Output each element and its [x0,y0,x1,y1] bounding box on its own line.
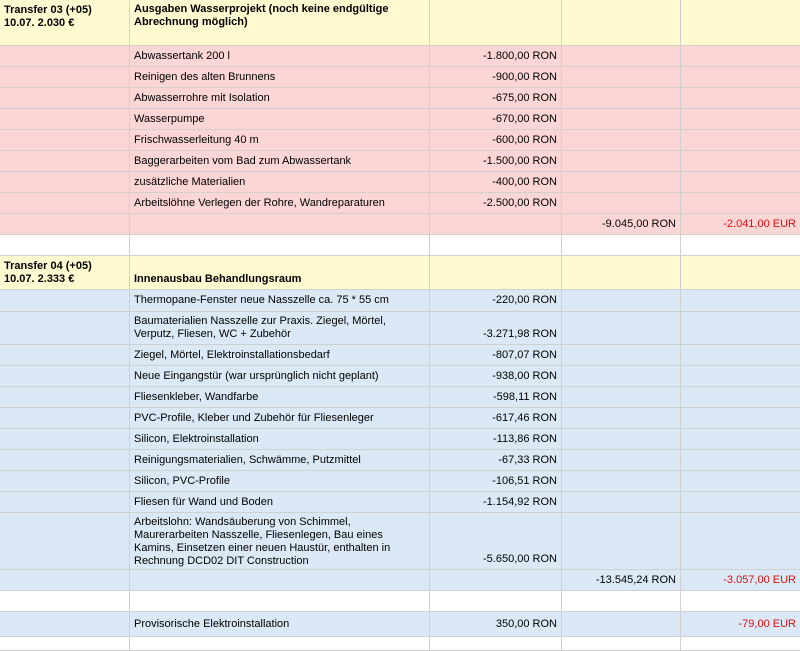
empty-cell[interactable] [681,290,800,312]
empty-cell[interactable] [0,130,130,151]
table-row[interactable] [0,46,800,67]
empty-cell[interactable] [130,214,430,235]
table-row[interactable] [0,151,800,172]
empty-cell[interactable] [430,591,562,612]
blank-row[interactable] [0,235,800,256]
section-heading[interactable] [130,256,430,290]
item-amount[interactable]: -1.800,00 RON [430,46,562,67]
empty-cell[interactable] [0,366,130,387]
item-amount[interactable]: -106,51 RON [430,471,562,492]
table-row[interactable] [0,193,800,214]
item-amount[interactable]: -2.500,00 RON [430,193,562,214]
empty-cell[interactable] [681,450,800,471]
empty-cell[interactable] [0,471,130,492]
item-label[interactable]: Silicon, PVC-Profile [130,471,430,492]
item-amount[interactable]: -675,00 RON [430,88,562,109]
empty-cell[interactable] [430,570,562,591]
item-label[interactable]: Neue Eingangstür (war ursprünglich nicht geplant) [130,366,430,387]
empty-cell[interactable] [681,193,800,214]
item-label[interactable]: Abwassertank 200 l [130,46,430,67]
item-label[interactable]: Baumaterialien Nasszelle zur Praxis. Ziegel, Mörtel, Verputz, Fliesen, WC + Zubehör [130,312,430,345]
table-row[interactable] [0,612,800,637]
item-amount[interactable]: -807,07 RON [430,345,562,366]
transfer-title: Transfer 04 (+05) [4,260,92,272]
section-heading-text: Ausgaben Wasserprojekt (noch keine endgültige Abrechnung möglich) [134,3,389,28]
item-label[interactable]: PVC-Profile, Kleber und Zubehör für Fliesenleger [130,408,430,429]
empty-cell[interactable] [562,612,681,637]
table-row[interactable] [0,492,800,513]
empty-cell[interactable] [562,46,681,67]
empty-cell[interactable] [0,612,130,637]
item-amount[interactable]: -113,86 RON [430,429,562,450]
empty-cell[interactable] [562,345,681,366]
item-label[interactable]: Ziegel, Mörtel, Elektroinstallationsbedarf [130,345,430,366]
transfer-date: 10.07. 2.030 € [4,17,75,29]
empty-cell[interactable] [0,492,130,513]
table-row[interactable] [0,290,800,312]
empty-cell[interactable] [0,88,130,109]
empty-cell[interactable] [562,88,681,109]
empty-cell[interactable] [430,235,562,256]
empty-cell[interactable] [681,46,800,67]
item-amount[interactable]: -3.271,98 RON [430,312,562,345]
empty-cell[interactable] [681,471,800,492]
empty-cell[interactable] [562,172,681,193]
empty-cell[interactable] [0,513,130,570]
item-eur[interactable]: -79,00 EUR [681,612,800,637]
item-label[interactable]: Fliesenkleber, Wandfarbe [130,387,430,408]
item-amount[interactable]: -938,00 RON [430,366,562,387]
empty-cell[interactable] [681,513,800,570]
table-row[interactable] [0,471,800,492]
empty-cell[interactable] [0,214,130,235]
empty-cell[interactable] [681,0,800,46]
empty-cell[interactable] [430,256,562,290]
item-amount[interactable]: -1.154,92 RON [430,492,562,513]
item-label[interactable]: Arbeitslohn: Wandsäuberung von Schimmel, Maurerarbeiten Nasszelle, Fliesenlegen, Bau eines Kamins, Einsetzen einer neuen Haustür, enthalten in Rechnung DCD02 DIT Construction [130,513,430,570]
empty-cell[interactable] [562,637,681,651]
table-row[interactable] [0,67,800,88]
empty-cell[interactable] [0,151,130,172]
empty-cell[interactable] [0,450,130,471]
table-row[interactable] [0,387,800,408]
empty-cell[interactable] [562,513,681,570]
empty-cell[interactable] [681,109,800,130]
item-label[interactable]: Reinigen des alten Brunnens [130,67,430,88]
item-label[interactable]: Provisorische Elektroinstallation [130,612,430,637]
empty-cell[interactable] [681,172,800,193]
item-label[interactable]: Reinigungsmaterialien, Schwämme, Putzmittel [130,450,430,471]
empty-cell[interactable] [562,193,681,214]
item-label[interactable]: Abwasserrohre mit Isolation [130,88,430,109]
empty-cell[interactable] [562,450,681,471]
item-amount[interactable]: -670,00 RON [430,109,562,130]
table-row[interactable] [0,429,800,450]
empty-cell[interactable] [0,235,130,256]
table-row[interactable] [0,88,800,109]
empty-cell[interactable] [562,492,681,513]
empty-cell[interactable] [562,591,681,612]
item-label[interactable]: Silicon, Elektroinstallation [130,429,430,450]
total-eur[interactable]: -2.041,00 EUR [681,214,800,235]
section-heading[interactable] [130,0,430,46]
empty-cell[interactable] [0,109,130,130]
item-label[interactable]: Frischwasserleitung 40 m [130,130,430,151]
table-row[interactable] [0,450,800,471]
empty-cell[interactable] [681,312,800,345]
empty-cell[interactable] [430,0,562,46]
blank-row[interactable] [0,591,800,612]
empty-cell[interactable] [562,151,681,172]
transfer-cell[interactable] [0,256,130,290]
blank-row[interactable] [0,637,800,651]
empty-cell[interactable] [562,471,681,492]
item-label[interactable]: zusätzliche Materialien [130,172,430,193]
table-row[interactable] [0,513,800,570]
empty-cell[interactable] [430,214,562,235]
empty-cell[interactable] [681,256,800,290]
empty-cell[interactable] [0,172,130,193]
empty-cell[interactable] [0,570,130,591]
table-row[interactable] [0,109,800,130]
empty-cell[interactable] [681,67,800,88]
empty-cell[interactable] [430,637,562,651]
empty-cell[interactable] [562,130,681,151]
empty-cell[interactable] [0,387,130,408]
empty-cell[interactable] [562,235,681,256]
empty-cell[interactable] [0,429,130,450]
table-row[interactable] [0,408,800,429]
section-heading-text: Innenausbau Behandlungsraum [134,273,302,285]
empty-cell[interactable] [0,345,130,366]
item-amount[interactable]: -900,00 RON [430,67,562,88]
empty-cell[interactable] [681,345,800,366]
empty-cell[interactable] [681,387,800,408]
empty-cell[interactable] [562,290,681,312]
empty-cell[interactable] [681,151,800,172]
item-label[interactable]: Baggerarbeiten vom Bad zum Abwassertank [130,151,430,172]
empty-cell[interactable] [562,408,681,429]
empty-cell[interactable] [562,312,681,345]
table-row[interactable] [0,345,800,366]
section2-header-row[interactable] [0,256,800,290]
total-ron[interactable]: -13.545,24 RON [562,570,681,591]
empty-cell[interactable] [562,109,681,130]
item-amount[interactable]: -617,46 RON [430,408,562,429]
empty-cell[interactable] [0,408,130,429]
item-label[interactable]: Fliesen für Wand und Boden [130,492,430,513]
total-row[interactable] [0,570,800,591]
empty-cell[interactable] [130,570,430,591]
total-ron[interactable]: -9.045,00 RON [562,214,681,235]
table-row[interactable] [0,366,800,387]
empty-cell[interactable] [681,637,800,651]
empty-cell[interactable] [681,235,800,256]
empty-cell[interactable] [562,67,681,88]
empty-cell[interactable] [130,235,430,256]
transfer-date: 10.07. 2.333 € [4,273,75,285]
empty-cell[interactable] [681,492,800,513]
empty-cell[interactable] [562,256,681,290]
transfer-cell[interactable] [0,0,130,46]
empty-cell[interactable] [681,591,800,612]
empty-cell[interactable] [562,429,681,450]
empty-cell[interactable] [681,429,800,450]
empty-cell[interactable] [130,591,430,612]
item-label[interactable]: Thermopane-Fenster neue Nasszelle ca. 75 * 55 cm [130,290,430,312]
item-label[interactable]: Wasserpumpe [130,109,430,130]
table-row[interactable] [0,172,800,193]
empty-cell[interactable] [0,637,130,651]
section1-header-row[interactable] [0,0,800,46]
empty-cell[interactable] [0,67,130,88]
empty-cell[interactable] [0,591,130,612]
empty-cell[interactable] [681,408,800,429]
table-row[interactable] [0,130,800,151]
item-amount[interactable]: -400,00 RON [430,172,562,193]
empty-cell[interactable] [0,290,130,312]
item-amount[interactable]: -5.650,00 RON [430,513,562,570]
item-label[interactable]: Arbeitslöhne Verlegen der Rohre, Wandreparaturen [130,193,430,214]
item-amount[interactable]: -220,00 RON [430,290,562,312]
empty-cell[interactable] [562,0,681,46]
total-eur[interactable]: -3.057,00 EUR [681,570,800,591]
item-amount[interactable]: -600,00 RON [430,130,562,151]
item-amount[interactable]: -1.500,00 RON [430,151,562,172]
empty-cell[interactable] [681,88,800,109]
empty-cell[interactable] [562,366,681,387]
item-amount[interactable]: 350,00 RON [430,612,562,637]
empty-cell[interactable] [0,46,130,67]
empty-cell[interactable] [562,387,681,408]
item-amount[interactable]: -67,33 RON [430,450,562,471]
empty-cell[interactable] [0,193,130,214]
item-amount[interactable]: -598,11 RON [430,387,562,408]
transfer-title: Transfer 03 (+05) [4,4,92,16]
empty-cell[interactable] [681,366,800,387]
empty-cell[interactable] [130,637,430,651]
empty-cell[interactable] [681,130,800,151]
table-row[interactable] [0,312,800,345]
total-row[interactable] [0,214,800,235]
empty-cell[interactable] [0,312,130,345]
